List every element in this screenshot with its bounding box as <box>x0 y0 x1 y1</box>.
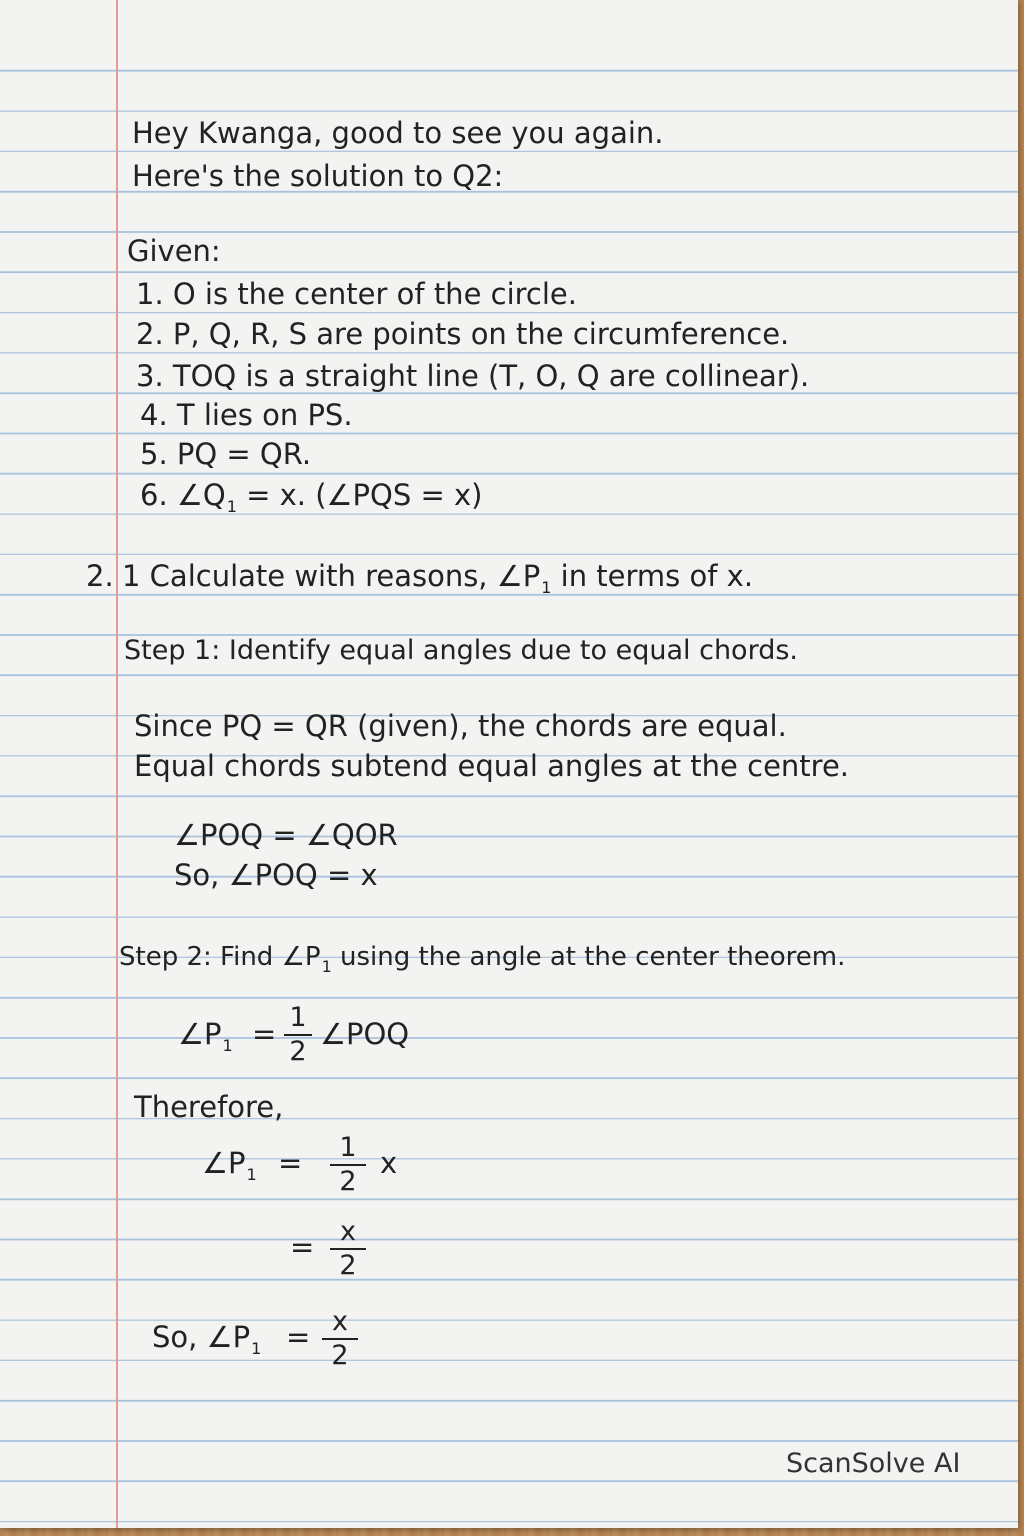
step2-equation-lhs <box>178 1017 233 1056</box>
therefore-lhs <box>202 1146 257 1185</box>
step1-line-1: Since PQ = QR (given), the chords are equal. <box>134 709 787 743</box>
step1-heading: Step 1: Identify equal angles due to equal chords. <box>124 635 798 666</box>
conclusion-lhs <box>152 1320 261 1359</box>
therefore-fraction-2 <box>330 1218 366 1280</box>
scansolve-watermark: ScanSolve AI <box>786 1448 961 1479</box>
step2-fraction <box>284 1004 312 1066</box>
margin-line <box>116 0 118 1528</box>
given-heading: Given: <box>127 234 221 268</box>
step2-fraction-numerator: 1 <box>289 1002 307 1033</box>
therefore-equals-2: = <box>290 1230 315 1264</box>
step2-equals: = <box>252 1017 277 1051</box>
given-item-6-prefix: 6. ∠Q <box>140 478 226 512</box>
given-item-2: 2. P, Q, R, S are points on the circumference. <box>136 317 790 351</box>
therefore-lhs-subscript: 1 <box>246 1165 257 1184</box>
given-item-1: 1. O is the center of the circle. <box>136 277 577 311</box>
step2-heading <box>119 940 845 977</box>
given-item-6 <box>140 478 483 517</box>
given-item-6-suffix: = x. (∠PQS = x) <box>236 478 483 512</box>
therefore-equals-1: = <box>278 1146 303 1180</box>
conclusion-fraction <box>322 1308 358 1370</box>
step1-equation-1: ∠POQ = ∠QOR <box>174 818 398 852</box>
therefore-lhs-angle: ∠P <box>202 1146 246 1180</box>
step1-line-2: Equal chords subtend equal angles at the centre. <box>134 749 850 783</box>
greeting-line-1: Hey Kwanga, good to see you again. <box>132 116 664 150</box>
step2-heading-suffix: using the angle at the center theorem. <box>331 942 846 972</box>
given-item-4: 4. T lies on PS. <box>140 398 353 432</box>
therefore-label: Therefore, <box>134 1090 284 1124</box>
greeting-line-2: Here's the solution to Q2: <box>132 159 504 193</box>
conclusion-equals: = <box>286 1320 311 1354</box>
step2-fraction-denominator: 2 <box>289 1036 307 1067</box>
step2-heading-prefix: Step 2: Find ∠P <box>119 942 321 972</box>
therefore-fraction-1-denominator: 2 <box>339 1166 357 1197</box>
step2-heading-subscript: 1 <box>321 957 332 976</box>
therefore-fraction-2-denominator: 2 <box>339 1250 357 1281</box>
step2-lhs-subscript: 1 <box>222 1036 233 1055</box>
step1-equation-2: So, ∠POQ = x <box>174 858 378 892</box>
question-text-prefix: 1 Calculate with reasons, ∠P <box>122 559 541 593</box>
step2-lhs-angle: ∠P <box>178 1017 222 1051</box>
therefore-fraction-2-numerator: x <box>340 1216 356 1247</box>
given-item-6-subscript: 1 <box>226 497 237 516</box>
question-text-suffix: in terms of x. <box>551 559 754 593</box>
therefore-fraction-1-numerator: 1 <box>339 1132 357 1163</box>
step2-equation-rhs: ∠POQ <box>320 1017 410 1051</box>
given-item-5: 5. PQ = QR. <box>140 437 312 471</box>
conclusion-subscript: 1 <box>251 1339 262 1358</box>
therefore-times-x: x <box>380 1146 398 1180</box>
conclusion-fraction-numerator: x <box>332 1306 348 1337</box>
conclusion-fraction-denominator: 2 <box>331 1340 349 1371</box>
conclusion-prefix: So, ∠P <box>152 1320 251 1354</box>
question-text <box>122 559 753 598</box>
given-item-3: 3. TOQ is a straight line (T, O, Q are collinear). <box>136 359 810 393</box>
therefore-fraction-1 <box>330 1134 366 1196</box>
question-number: 2. <box>86 559 114 593</box>
question-subscript: 1 <box>541 578 552 597</box>
